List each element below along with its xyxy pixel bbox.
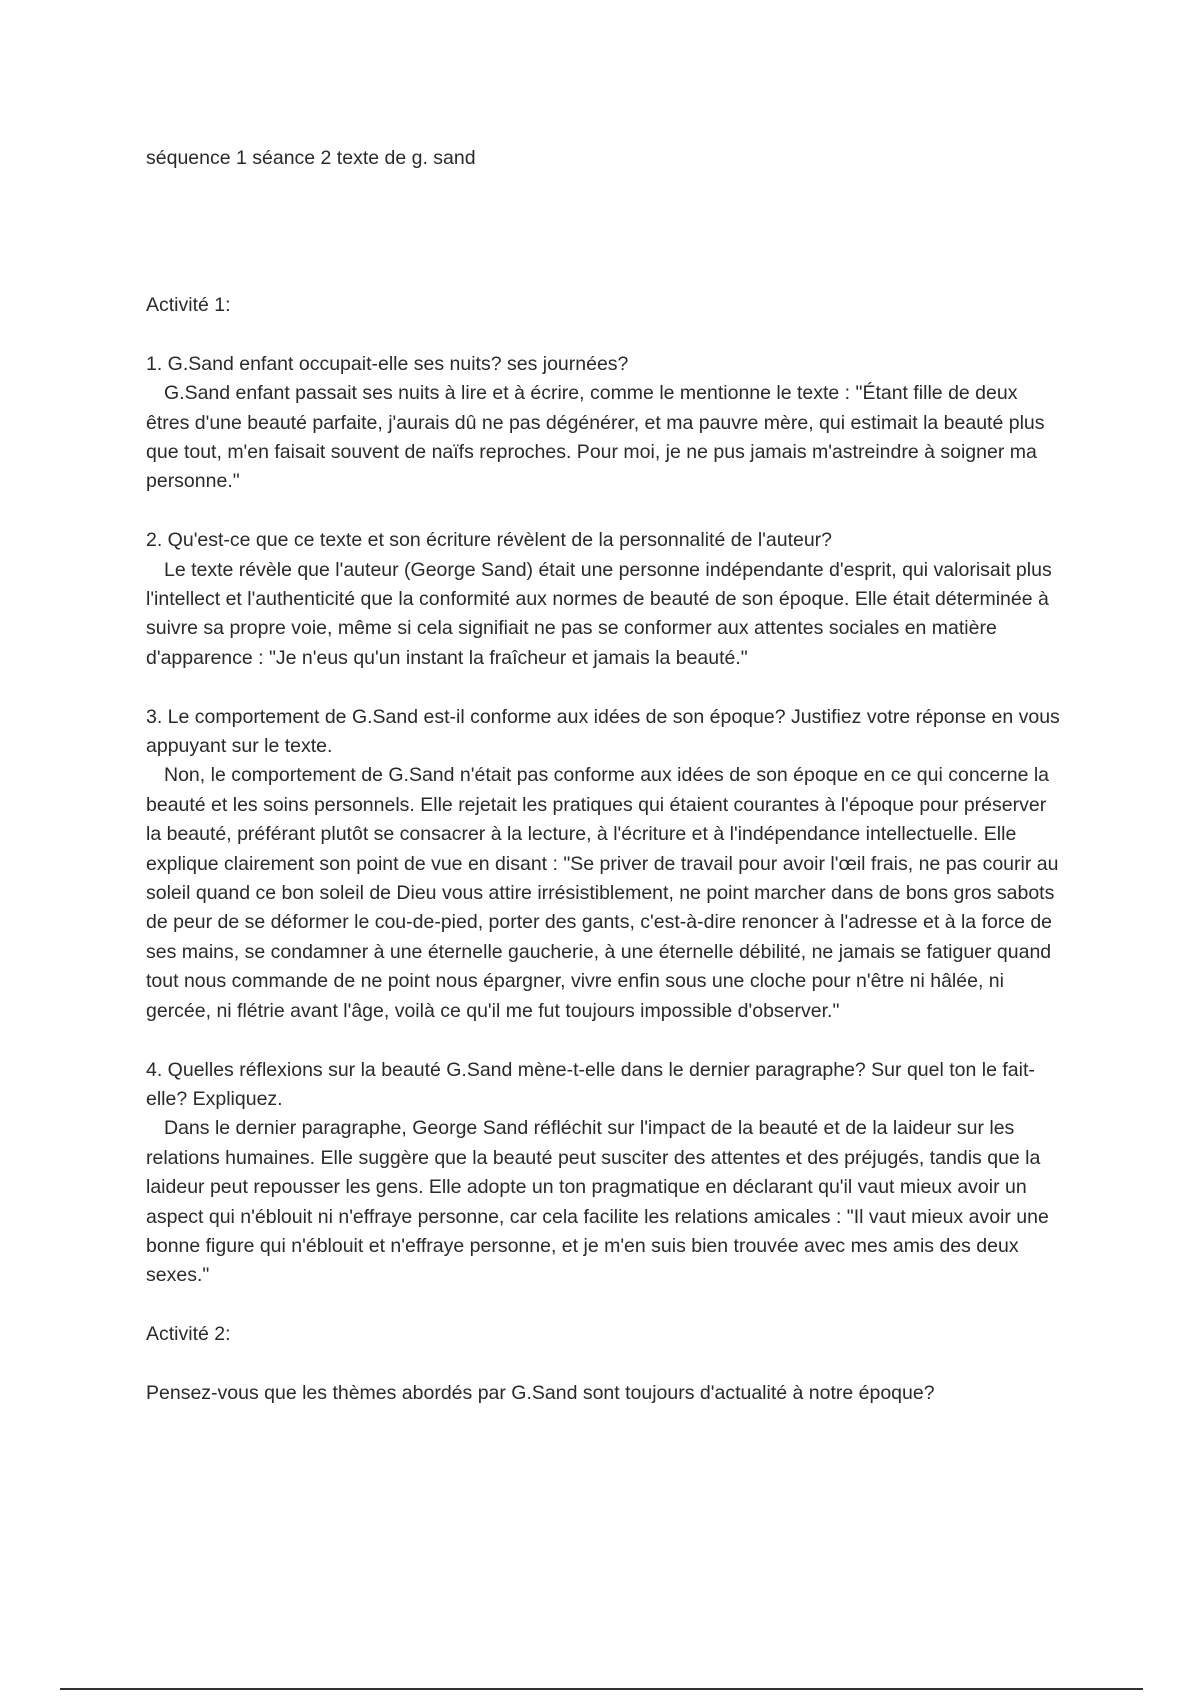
question-3: 3. Le comportement de G.Sand est-il conforme aux idées de son époque? Justifiez votre réponse en vous appuyant sur le texte. <box>146 705 1060 758</box>
activity-1-section <box>146 291 1066 1408</box>
question-answer-1 <box>146 350 1066 497</box>
answer-2: Le texte révèle que l'auteur (George Sand) était une personne indépendante d'esprit, qui valorisait plus l'intellect et l'authenticité que la conformité aux normes de beauté de son époque. Elle était déterminée à suivre sa propre voie, même si cela signifiait ne pas se conformer aux attentes sociales en matière d'apparence : "Je n'eus qu'un instant la fraîcheur et jamais la beauté." <box>146 558 1052 669</box>
question-4: 4. Quelles réflexions sur la beauté G.Sand mène-t-elle dans le dernier paragraphe? Sur quel ton le fait-elle? Expliquez. <box>146 1058 1035 1110</box>
question-answer-2 <box>146 526 1066 673</box>
activity-1-heading: Activité 1: <box>146 294 231 316</box>
question-1: 1. G.Sand enfant occupait-elle ses nuits? ses journées? <box>146 352 629 375</box>
answer-3: Non, le comportement de G.Sand n'était pas conforme aux idées de son époque en ce qui concerne la beauté et les soins personnels. Elle rejetait les pratiques qui étaient courantes à l'époque pour préserver la beauté, préférant plutôt se consacrer à la lecture, à l'écriture et à l'indépendance intellectuelle. Elle explique clairement son point de vue en disant : "Se priver de travail pour avoir l'œil frais, ne pas courir au soleil quand ce bon soleil de Dieu vous attire irrésistiblement, ne point marcher dans de bons gros sabots de peur de se déformer le cou-de-pied, porter des gants, c'est-à-dire renoncer à l'adresse et à la force de ses mains, se condamner à une éternelle gaucherie, à une éternelle débilité, ne jamais se fatiguer quand tout nous commande de ne point nous épargner, vivre enfin sous une cloche pour n'être ni hâlée, ni gercée, ni flétrie avant l'âge, voilà ce qu'il me fut toujours impossible d'observer." <box>146 764 1059 1022</box>
activity-2-section <box>146 1320 1066 1408</box>
activity-2-question: Pensez-vous que les thèmes abordés par G.Sand sont toujours d'actualité à notre époque? <box>146 1381 935 1404</box>
document-title: séquence 1 séance 2 texte de g. sand <box>146 147 476 169</box>
answer-4: Dans le dernier paragraphe, George Sand réfléchit sur l'impact de la beauté et de la laideur sur les relations humaines. Elle suggère que la beauté peut susciter des attentes et des préjugés, tandis que la laideur peut repousser les gens. Elle adopte un ton pragmatique en déclarant qu'il vaut mieux avoir un aspect qui n'éblouit ni n'effraye personne, car cela facilite les relations amicales : "Il vaut mieux avoir une bonne figure qui n'éblouit et n'effraye personne, et je m'en suis bien trouvée avec mes amis des deux sexes." <box>146 1117 1049 1287</box>
answer-1: G.Sand enfant passait ses nuits à lire et à écrire, comme le mentionne le texte : "Étant fille de deux êtres d'une beauté parfaite, j'aurais dû ne pas dégénérer, et ma pauvre mère, qui estimait la beauté plus que tout, m'en faisait souvent de naïfs reproches. Pour moi, je ne pus jamais m'astreindre à soigner ma personne." <box>146 382 1045 493</box>
question-answer-4 <box>146 1056 1066 1291</box>
question-answer-3 <box>146 703 1066 1026</box>
question-2: 2. Qu'est-ce que ce texte et son écriture révèlent de la personnalité de l'auteur? <box>146 529 833 552</box>
activity-2-heading: Activité 2: <box>146 1323 231 1346</box>
page-bottom-divider <box>60 1688 1143 1690</box>
